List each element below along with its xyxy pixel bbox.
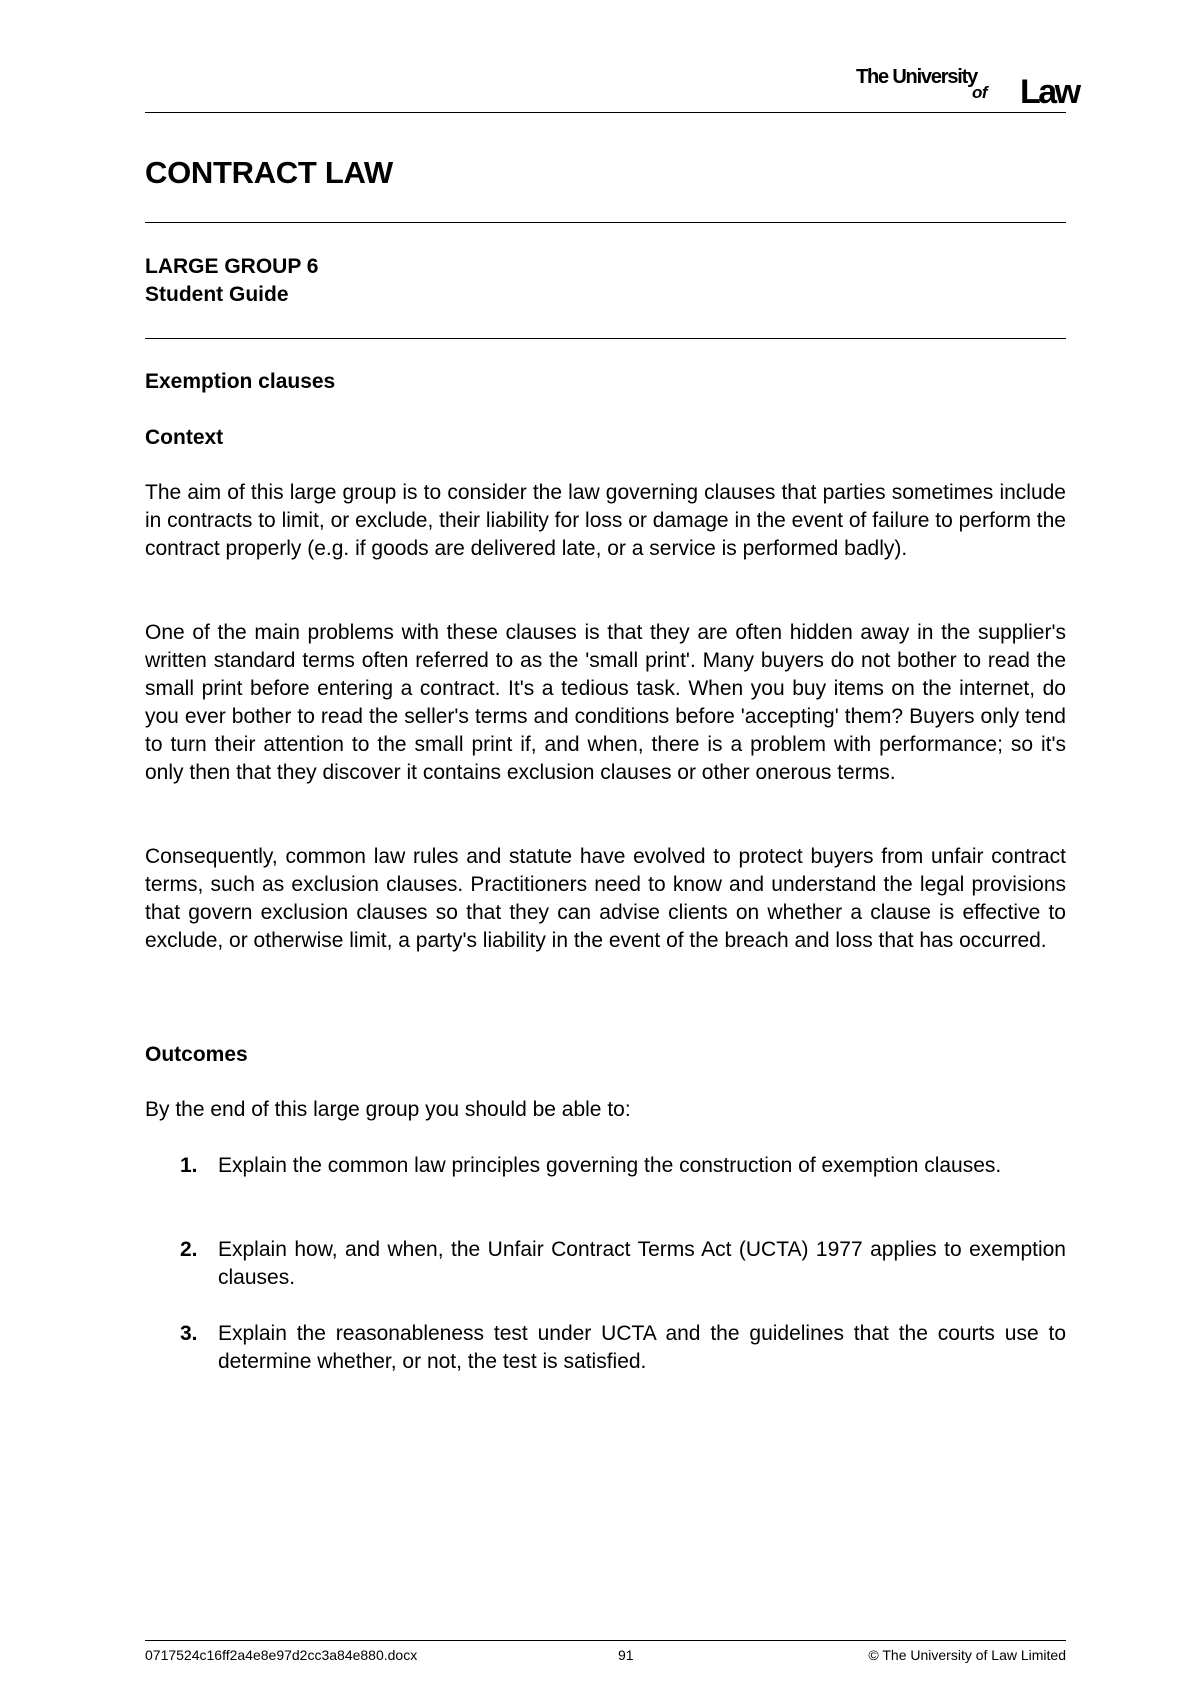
large-group-label: LARGE GROUP 6 <box>145 255 319 278</box>
footer-filename: 0717524c16ff2a4e8e97d2cc3a84e880.docx <box>145 1647 418 1663</box>
outcomes-intro: By the end of this large group you should be able to: <box>145 1098 631 1121</box>
outcome-item-1 <box>145 1152 1066 1180</box>
logo-the-university-text: The University <box>856 66 978 88</box>
subtitle-divider <box>145 338 1066 339</box>
outcome-text: Explain the reasonableness test under UCTA and the guidelines that the courts use to determine whether, or not, the test is satisfied. <box>218 1322 1066 1373</box>
university-logo <box>856 66 1079 111</box>
outcome-item-2 <box>145 1236 1066 1292</box>
context-paragraph-2: One of the main problems with these clauses is that they are often hidden away in the supplier's written standard terms often referred to as the 'small print'. Many buyers do not bother to read the small print before entering a contract. It's a tedious task. When you buy items on the internet, do you ever bother to read the seller's terms and conditions before 'accepting' them? Buyers only tend to turn their attention to the small print if, and when, there is a problem with performance; so it's only then that they discover it contains exclusion clauses or other onerous terms. <box>145 621 1066 784</box>
footer-divider <box>145 1640 1066 1641</box>
section-heading: Exemption clauses <box>145 370 336 393</box>
context-paragraph-1: The aim of this large group is to consider the law governing clauses that parties sometimes include in contracts to limit, or exclude, their liability for loss or damage in the event of failure to perform the contract properly (e.g. if goods are delivered late, or a service is performed badly). <box>145 481 1066 560</box>
outcome-number: 2. <box>180 1238 198 1261</box>
header-divider <box>145 112 1066 113</box>
outcome-item-3 <box>145 1320 1066 1376</box>
logo-law-text: Law <box>1020 73 1079 111</box>
outcome-text: Explain how, and when, the Unfair Contract Terms Act (UCTA) 1977 applies to exemption clauses. <box>218 1238 1066 1289</box>
logo-of-text: of <box>972 83 988 102</box>
outcome-text: Explain the common law principles governing the construction of exemption clauses. <box>218 1154 1002 1177</box>
footer-copyright: © The University of Law Limited <box>868 1647 1066 1663</box>
footer-page-number: 91 <box>618 1647 634 1663</box>
page-title: CONTRACT LAW <box>145 155 393 190</box>
outcome-number: 1. <box>180 1154 198 1177</box>
context-heading: Context <box>145 426 224 449</box>
context-paragraph-3: Consequently, common law rules and statute have evolved to protect buyers from unfair contract terms, such as exclusion clauses. Practitioners need to know and understand the legal provisions that govern exclusion clauses so that they can advise clients on whether a clause is effective to exclude, or otherwise limit, a party's liability in the event of the breach and loss that has occurred. <box>145 845 1066 952</box>
title-divider <box>145 222 1066 223</box>
student-guide-label: Student Guide <box>145 283 289 306</box>
outcomes-heading: Outcomes <box>145 1043 248 1066</box>
outcome-number: 3. <box>180 1322 198 1345</box>
